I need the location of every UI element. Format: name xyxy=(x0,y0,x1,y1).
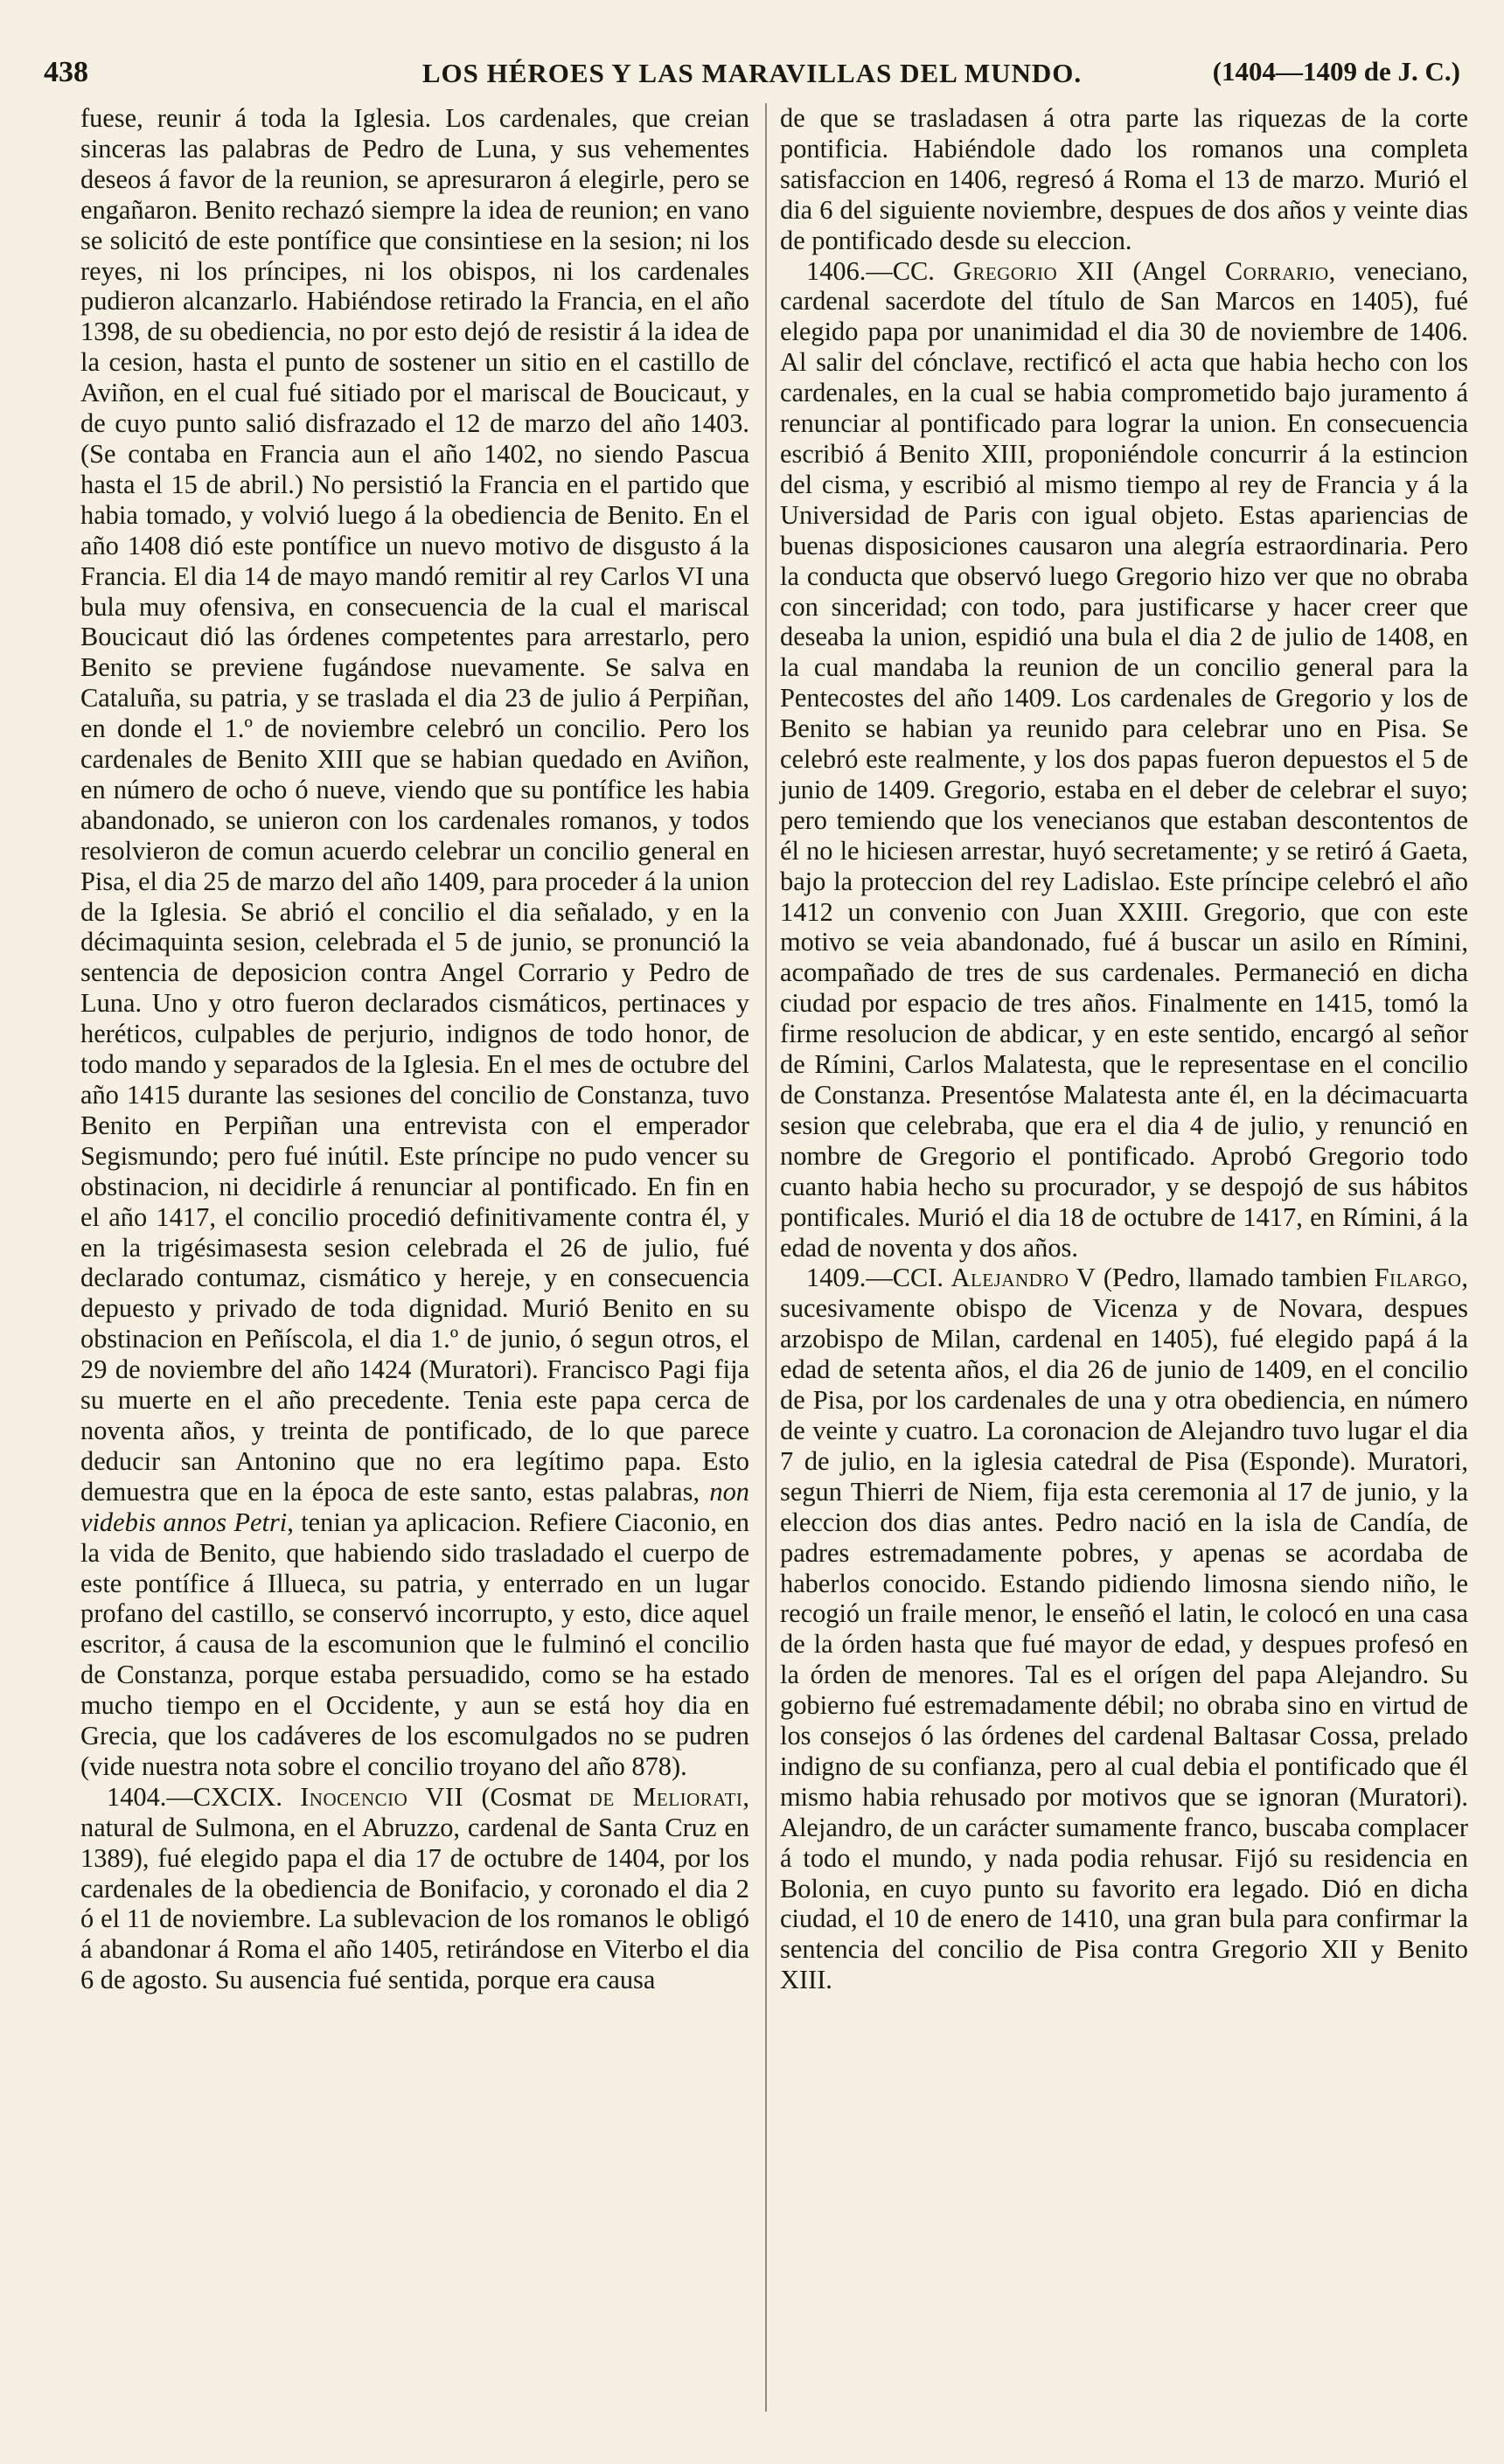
entry-innocent-vii xyxy=(80,1782,749,1995)
innocent-vii-continuation: de que se trasladasen á otra parte las riquezas de la corte pontificia. Habiéndole dado los romanos una completa satisfaccion en 1406, regresó á Roma el 13 de marzo. Murió el dia 6 del siguiente noviembre, despues de dos años y veinte dias de pontificado desde su eleccion. xyxy=(780,103,1468,255)
paragraph-text: fuese, reunir á toda la Iglesia. Los cardenales, que creian sinceras las palabras de Pedro de Luna, y sus vehementes deseos á favor de la reunion, se apresuraron á elegirle, pero se engañaron. Benito rechazó siempre la idea de reunion; en vano se solicitó de este pontífice que consintiese en la sesion; ni los reyes, ni los príncipes, ni los obispos, ni los cardenales pudieron alcanzarlo. Habiéndose retirado la Francia, en el año 1398, de su obediencia, no por esto dejó de resistir á la idea de la cesion, hasta el punto de sostener un sitio en el castillo de Aviñon, en el cual fué sitiado por el mariscal de Boucicaut, y de cuyo punto salió disfrazado el 12 de marzo del año 1403. (Se contaba en Francia aun el año 1402, no siendo Pascua hasta el 15 de abril.) No persistió la Francia en el partido que habia tomado, y volvió luego á la obediencia de Benito. En el año 1408 dió este pontífice un nuevo motivo de disgusto á la Francia. El dia 14 de mayo mandó remitir al rey Carlos VI una bula muy ofensiva, en consecuencia de la cual el mariscal Boucicaut dió las órdenes competentes para arrestarlo, pero Benito se previene fugándose nuevamente. Se salva en Cataluña, su patria, y se traslada el dia 23 de julio á Perpiñan, en donde el 1.º de noviembre celebró un concilio. Pero los cardenales de Benito XIII que se habian quedado en Aviñon, en número de ocho ó nueve, viendo que su pontífice les habia abandonado, se unieron con los cardenales romanos, y todos resolvieron de comun acuerdo celebrar un concilio general en Pisa, el dia 25 de marzo del año 1409, para proceder á la union de la Iglesia. Se abrió el concilio el dia señalado, y en la décimaquinta sesion, celebrada el 5 de junio, se pronunció la sentencia de deposicion contra Angel Corrario y Pedro de Luna. Uno y otro fueron declarados cismáticos, pertinaces y heréticos, culpables de perjurio, indignos de todo honor, de todo mando y separados de la Iglesia. En el mes de octubre del año 1415 durante las sesiones del concilio de Constanza, tuvo Benito en Perpiñan una entrevista con el emperador Segismundo; pero fué inútil. Este príncipe no pudo vencer su obstinacion, ni decidirle á renunciar al pontificado. En fin en el año 1417, el concilio procedió definitivamente contra él, y en la trigésimasesta sesion celebrada el 26 de julio, fué declarado contumaz, cismático y hereje, y en consecuencia depuesto y privado de toda dignidad. Murió Benito en su obstinacion en Peñíscola, el dia 1.º de junio, ó segun otros, el 29 de noviembre del año 1424 (Muratori). Francisco Pagi fija su muerte en el año precedente. Tenia este papa cerca de noventa años, y treinta de pontificado, de lo que parece deducir san Antonino que no era legítimo papa. Esto demuestra que en la época de este santo, estas palabras, xyxy=(80,103,749,1507)
family-name: Filargo xyxy=(1374,1263,1462,1293)
entry-gregory-xii xyxy=(780,256,1468,1263)
date-range: (1404—1409 de J. C.) xyxy=(1212,56,1460,87)
column-divider xyxy=(765,103,767,2412)
family-name: Corrario xyxy=(1224,255,1329,286)
latin-quote: non videbis annos Petri xyxy=(80,1476,749,1537)
entry-number: 1409.—CCI. xyxy=(806,1263,944,1293)
entry-paren: (Cosmat xyxy=(481,1781,572,1812)
running-header xyxy=(44,44,1460,94)
benedict-xiii-paragraph xyxy=(80,103,749,1782)
entry-text: , natural de Sulmona, en el Abruzzo, cardenal de Santa Cruz en 1389), fué elegido papa el dia 17 de octubre de 1404, por los cardenales de la obediencia de Bonifacio, y coronado el dia 2 ó el 11 de noviembre. La sublevacion de los romanos le obligó á abandonar á Roma el año 1405, retirándose en Viterbo el dia 6 de agosto. Su ausencia fué sentida, porque era causa xyxy=(80,1781,750,1995)
pope-name: Alejandro V xyxy=(950,1263,1097,1293)
paragraph-text-end: , tenian ya aplicacion. Refiere Ciaconio, en la vida de Benito, que habiendo sido trasladado el cuerpo de este pontífice á Illueca, su patria, y enterrado en un lugar profano del castillo, se conservó incorrupto, y esto, dice aquel escritor, á causa de la escomunion que le fulminó el concilio de Constanza, porque estaba persuadido, como se ha estado mucho tiempo en el Occidente, y aun se está hoy dia en Grecia, que los cadáveres de los escomulgados no se pudren (vide nuestra nota sobre el concilio troyano del año 878). xyxy=(80,1507,749,1781)
entry-paren: (Pedro, llamado tambien xyxy=(1103,1263,1368,1293)
page-number: 438 xyxy=(44,56,88,88)
entry-text: , veneciano, cardenal sacerdote del título de San Marcos en 1405), fué elegido papa por unanimidad el dia 30 de noviembre de 1406. Al salir del cónclave, rectificó el acta que habia hecho con los cardenales, en la cual se habia comprometido bajo juramento á renunciar al pontificado para lograr la union. En consecuencia escribió á Benito XIII, proponiéndole concurrir á la estincion del cisma, y escribió al mismo tiempo al rey de Francia y á la Universidad de Paris con igual objeto. Estas apariencias de buenas disposiciones causaron una alegría estraordinaria. Pero la conducta que observó luego Gregorio hizo ver que no obraba con sinceridad; con todo, para justificarse y hacer creer que deseaba la union, espidió una bula el dia 2 de julio de 1408, en la cual mandaba la reunion de un concilio general para la Pentecostes del año 1409. Los cardenales de Gregorio y los de Benito se habian ya reunido para celebrar uno en Pisa. Se celebró este realmente, y los dos papas fueron depuestos el 5 de junio de 1409. Gregorio, estaba en el deber de celebrar el suyo; pero temiendo que los venecianos que estaban descontentos de él no le hiciesen arrestar, huyó secretamente; y se retiró á Gaeta, bajo la proteccion del rey Ladislao. Este príncipe celebró el año 1412 un convenio con Juan XXIII. Gregorio, que con este motivo se veia abandonado, fué á buscar un asilo en Rímini, acompañado de tres de sus cardenales. Permaneció en dicha ciudad por espacio de tres años. Finalmente en 1415, tomó la firme resolucion de abdicar, y en este sentido, encargó al señor de Rímini, Carlos Malatesta, que le representase en el concilio de Constanza. Presentóse Malatesta ante él, en la décimacuarta sesion que celebraba, que era el dia 4 de julio, y renunció en nombre de Gregorio el pontificado. Aprobó Gregorio todo cuanto habia hecho su procurador, y se despojó de sus hábitos pontificales. Murió el dia 18 de octubre de 1417, en Rímini, á la edad de noventa y dos años. xyxy=(780,255,1468,1263)
right-column xyxy=(780,103,1468,1995)
entry-alexander-v xyxy=(780,1263,1468,1995)
family-name: de Meliorati xyxy=(588,1781,743,1812)
entry-number: 1404.—CXCIX. xyxy=(107,1781,282,1812)
entry-text: , sucesivamente obispo de Vicenza y de Novara, despues arzobispo de Milan, cardenal en 1405), fué elegido papá á la edad de setenta años, el dia 26 de junio de 1409, en el concilio de Pisa, por los cardenales de una y otra obediencia, en número de veinte y cuatro. La coronacion de Alejandro tuvo lugar el dia 7 de julio, en la iglesia catedral de Pisa (Esponde). Muratori, segun Thierri de Niem, fija esta ceremonia al 17 de junio, y la eleccion dos dias antes. Pedro nació en la isla de Candía, de padres estremadamente pobres, y apenas se acordaba de haberlos conocido. Estando pidiendo limosna siendo niño, le recogió un fraile menor, le enseñó el latin, le colocó en una casa de la órden hasta que fué mayor de edad, y despues profesó en la órden de menores. Tal es el orígen del papa Alejandro. Su gobierno fué estremadamente débil; no obraba sino en virtud de los consejos ó las órdenes del cardenal Baltasar Cossa, prelado indigno de su confianza, pero al cual debia el pontificado que él mismo habia rehusado por motivos que se ignoran (Muratori). Alejandro, de un carácter sumamente franco, buscaba complacer á todo el mundo, y nada podia rehusar. Fijó su residencia en Bolonia, en cuyo punto su favorito era legado. Dió en dicha ciudad, el 10 de enero de 1410, una gran bula para confirmar la sentencia del concilio de Pisa contra Gregorio XII y Benito XIII. xyxy=(780,1263,1468,1995)
running-title: LOS HÉROES Y LAS MARAVILLAS DEL MUNDO. xyxy=(421,58,1083,88)
pope-name: Inocencio VII xyxy=(300,1781,464,1812)
left-column xyxy=(80,103,749,1995)
pope-name: Gregorio XII xyxy=(952,255,1115,286)
entry-number: 1406.—CC. xyxy=(806,255,935,286)
entry-paren: (Angel xyxy=(1132,255,1207,286)
